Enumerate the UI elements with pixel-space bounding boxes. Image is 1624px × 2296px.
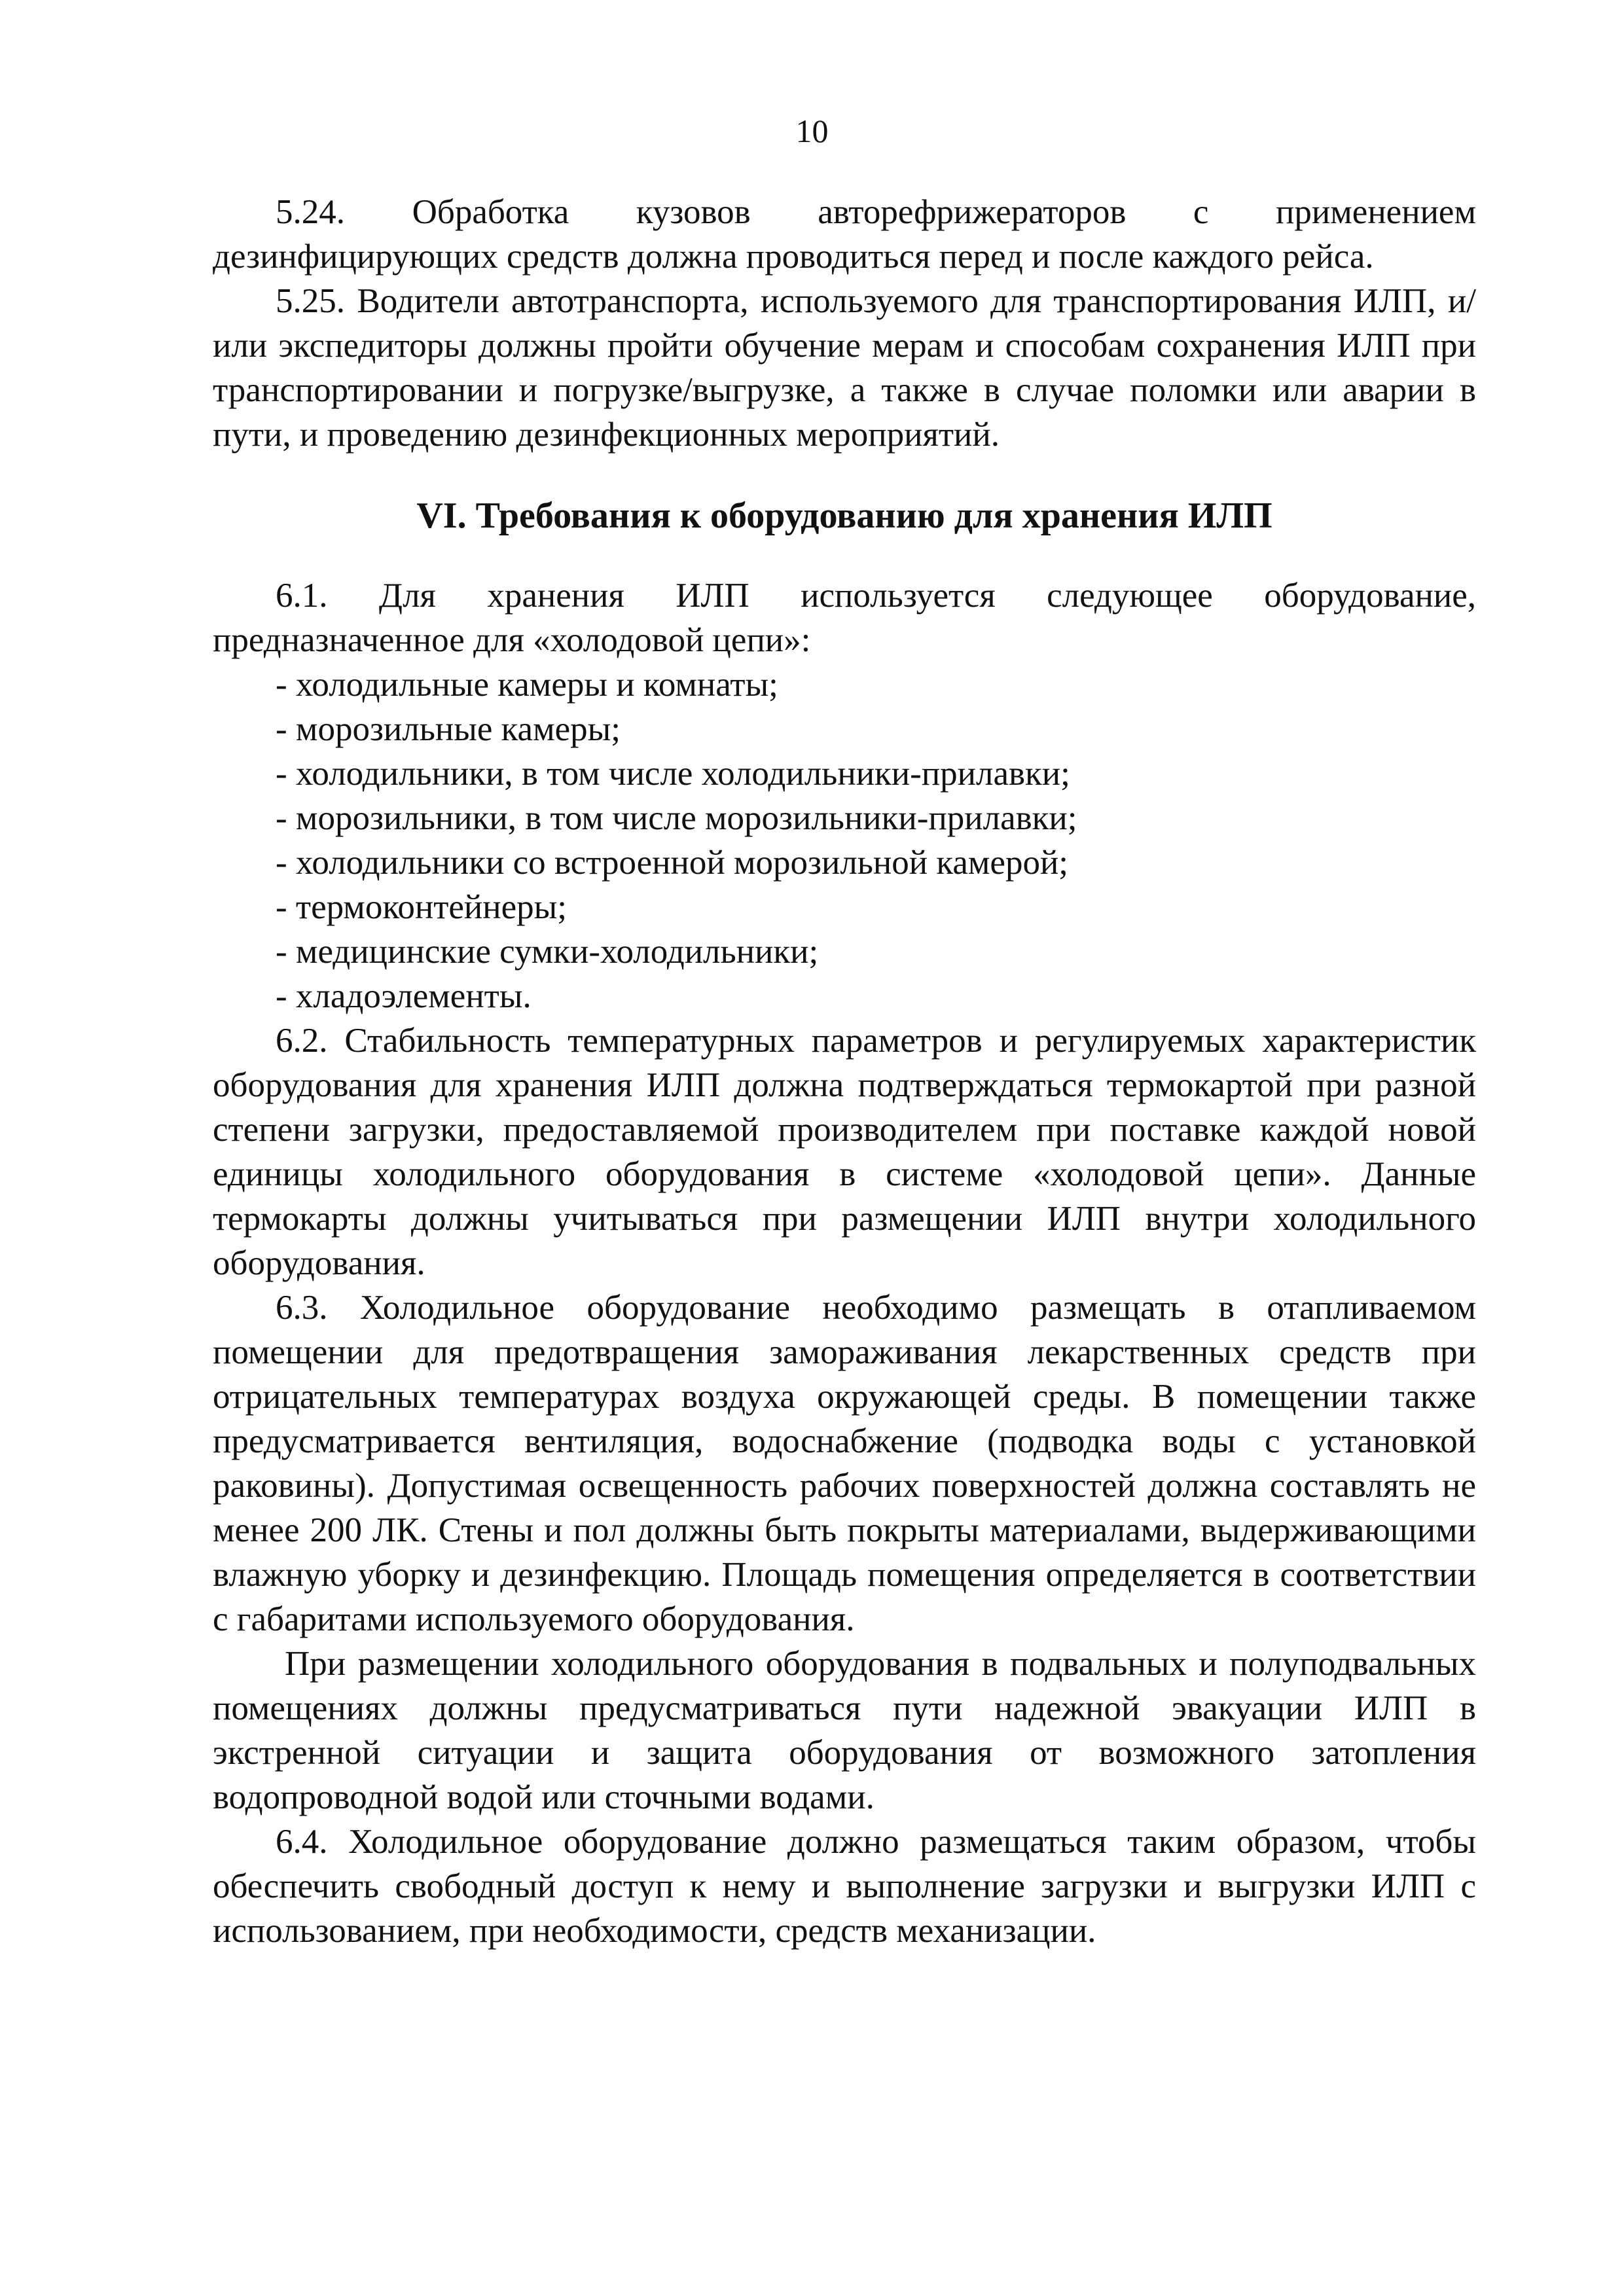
equipment-list bbox=[213, 662, 1476, 1018]
paragraph-6-3: 6.3. Холодильное оборудование необходимо размещать в отапливаемом помещении для предотвращения замораживания лекарственных средств при отрицательных температурах воздуха окружающей среды. В помещении также предусматривается вентиляция, водоснабжение (подводка воды с установкой раковины). Допустимая освещенность рабочих поверхностей должна составлять не менее 200 ЛК. Стены и пол должны быть покрыты материалами, выдерживающими влажную уборку и дезинфекцию. Площадь помещения определяется в соответствии с габаритами используемого оборудования. bbox=[213, 1289, 1476, 1638]
list-item: - термоконтейнеры; bbox=[213, 885, 1476, 929]
list-item: - морозильники, в том числе морозильники-прилавки; bbox=[213, 796, 1476, 840]
page-number: 10 bbox=[795, 113, 829, 149]
list-item: - холодильники, в том числе холодильники-прилавки; bbox=[213, 751, 1476, 796]
paragraph-basement-placement: При размещении холодильного оборудования в подвальных и полуподвальных помещениях должны предусматриваться пути надежной эвакуации ИЛП в экстренной ситуации и защита оборудования от возможного затопления водопроводной водой или сточными водами. bbox=[213, 1645, 1476, 1816]
section-heading: VI. Требования к оборудованию для хранения ИЛП bbox=[416, 495, 1272, 536]
paragraph-6-2: 6.2. Стабильность температурных параметров и регулируемых характеристик оборудования для хранения ИЛП должна подтверждаться термокартой при разной степени загрузки, предоставляемой производителем при поставке каждой новой единицы холодильного оборудования в системе «холодовой цепи». Данные термокарты должны учитываться при размещении ИЛП внутри холодильного оборудования. bbox=[213, 1022, 1476, 1282]
list-item: - холодильные камеры и комнаты; bbox=[213, 662, 1476, 707]
list-item: - медицинские сумки-холодильники; bbox=[213, 929, 1476, 974]
paragraph-5-24: 5.24. Обработка кузовов авторефрижераторов с применением дезинфицирующих средств должна проводиться перед и после каждого рейса. bbox=[213, 193, 1476, 276]
list-item: - морозильные камеры; bbox=[213, 707, 1476, 751]
paragraph-6-1: 6.1. Для хранения ИЛП используется следующее оборудование, предназначенное для «холодовой цепи»: bbox=[213, 577, 1476, 659]
list-item: - хладоэлементы. bbox=[213, 974, 1476, 1018]
list-item: - холодильники со встроенной морозильной камерой; bbox=[213, 840, 1476, 885]
document-body bbox=[213, 190, 1476, 1953]
paragraph-5-25: 5.25. Водители автотранспорта, используемого для транспортирования ИЛП, и/или экспедиторы должны пройти обучение мерам и способам сохранения ИЛП при транспортировании и погрузке/выгрузке, а также в случае поломки или аварии в пути, и проведению дезинфекционных мероприятий. bbox=[213, 282, 1476, 454]
paragraph-6-4: 6.4. Холодильное оборудование должно размещаться таким образом, чтобы обеспечить свободный доступ к нему и выполнение загрузки и выгрузки ИЛП с использованием, при необходимости, средств механизации. bbox=[213, 1823, 1476, 1950]
